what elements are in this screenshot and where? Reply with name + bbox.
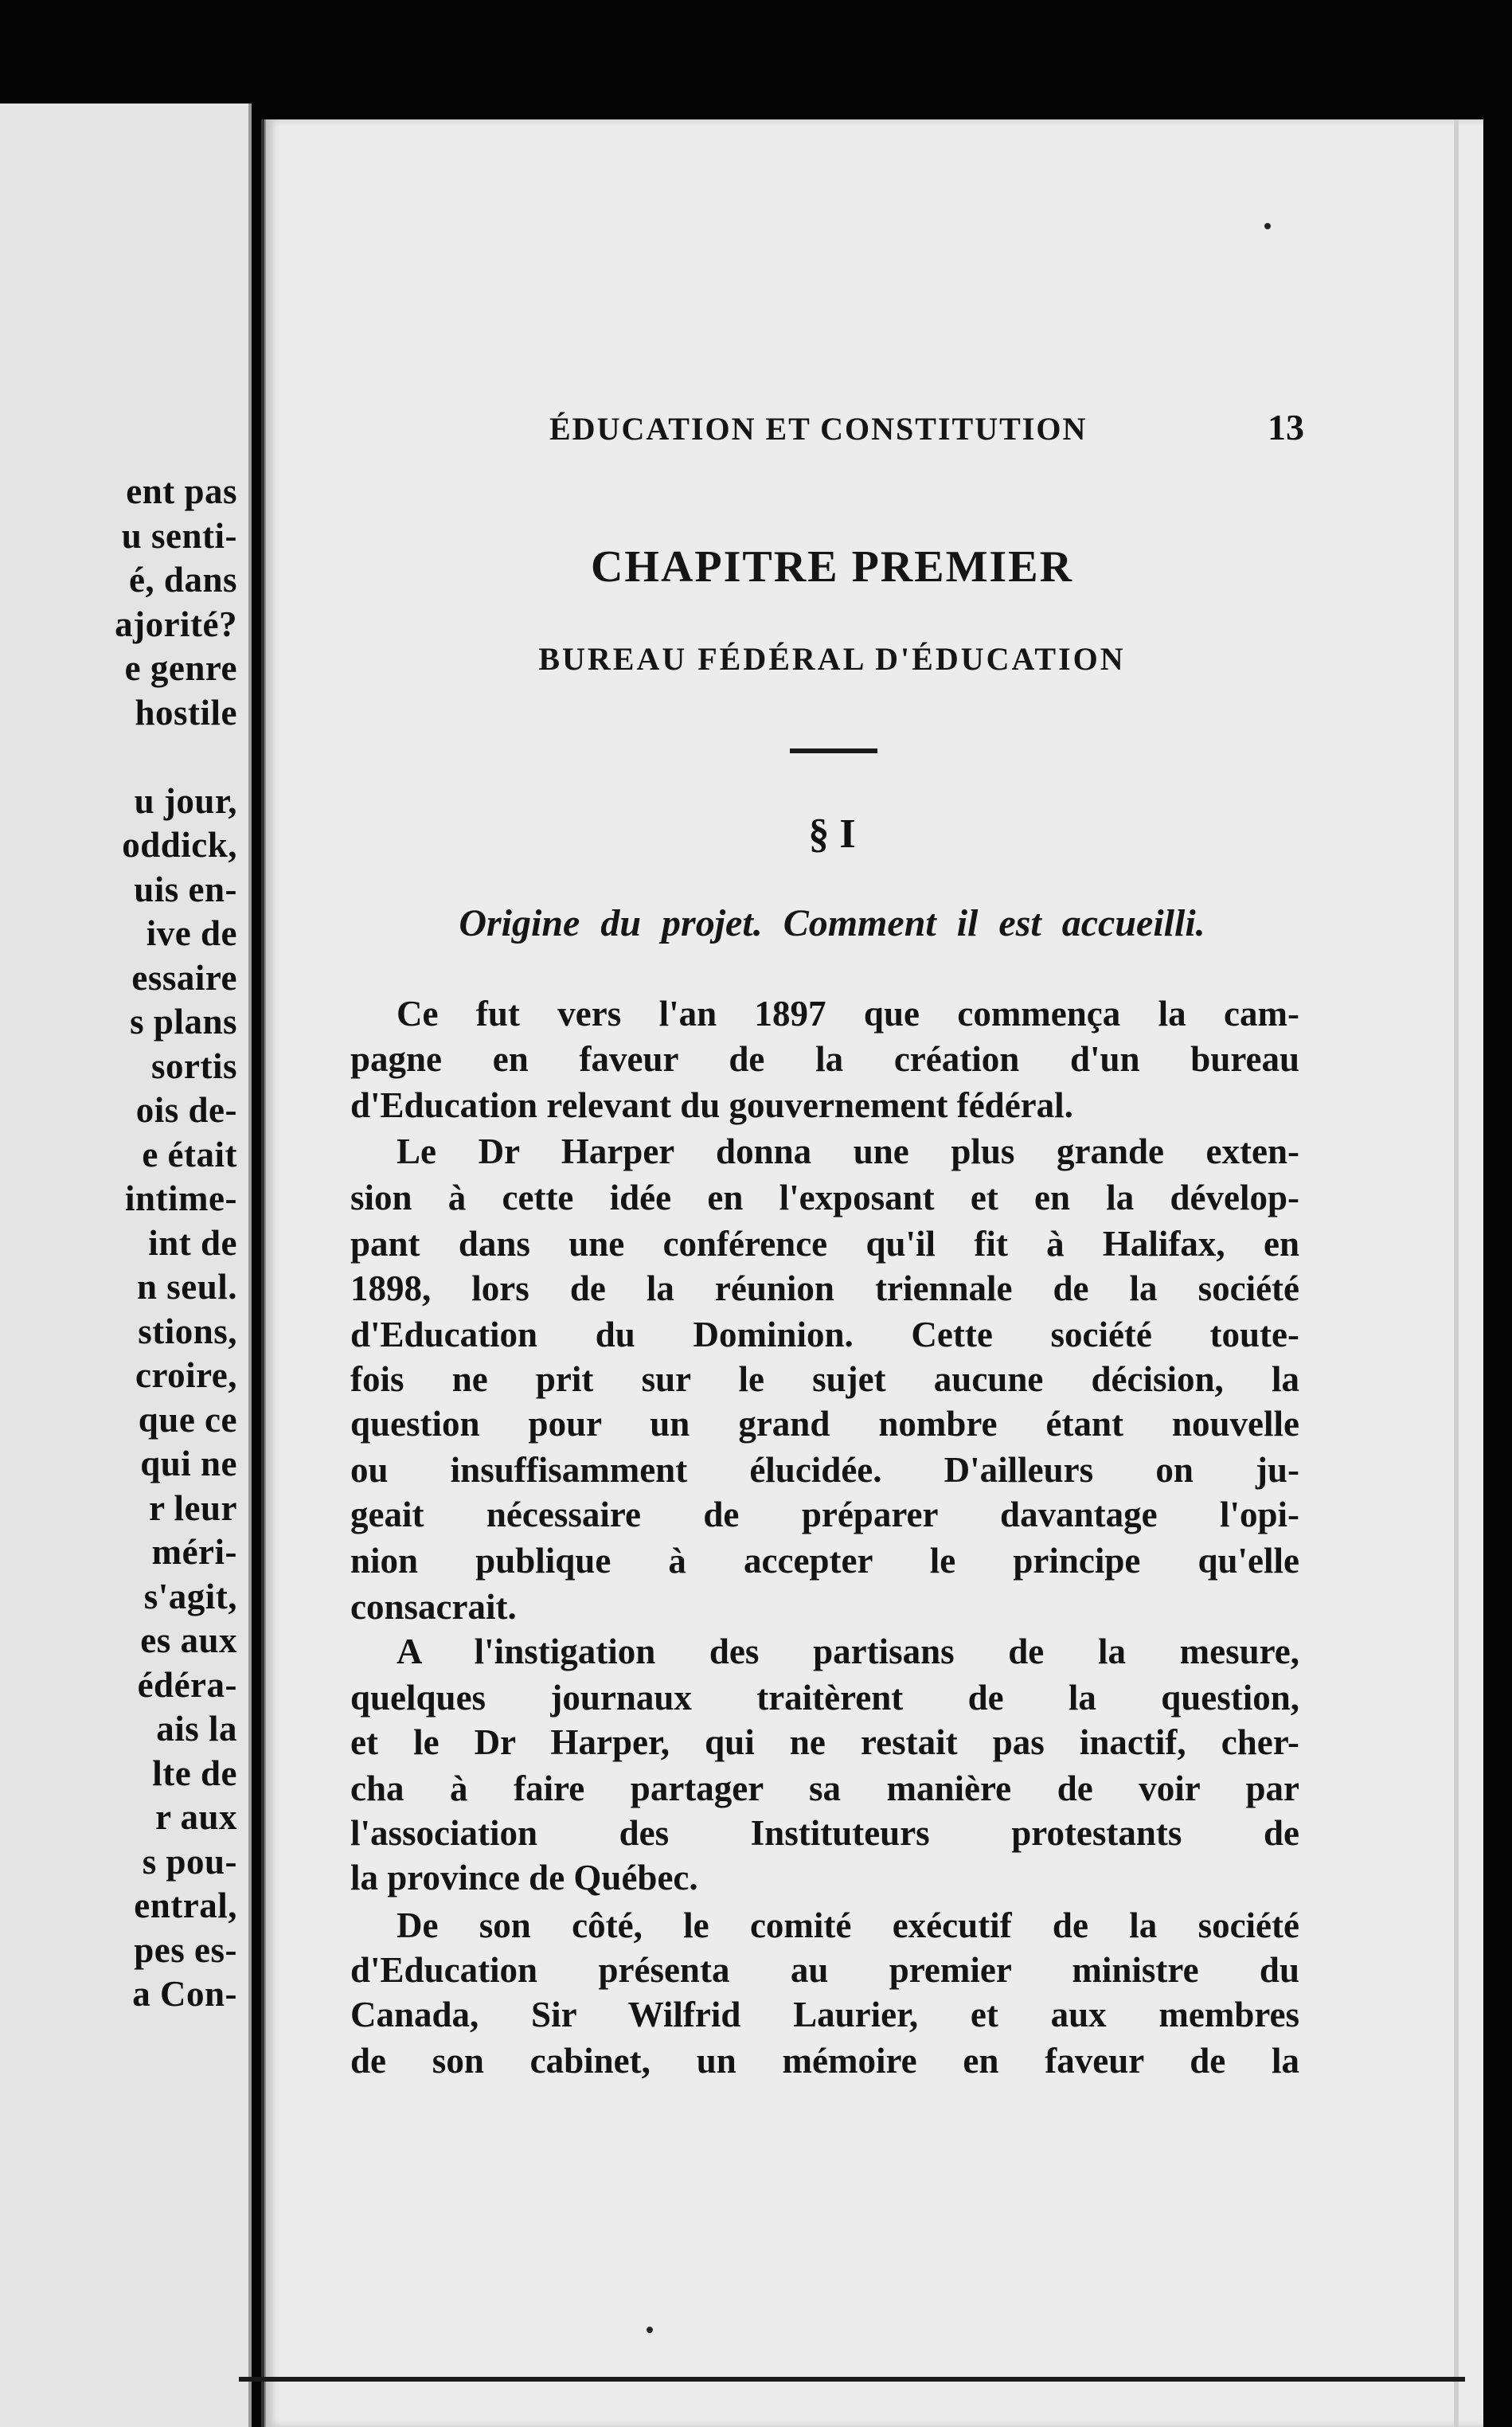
facing-page-line: int de (148, 1222, 237, 1263)
body-text-line: Le Dr Harper donna une plus grande exten- (397, 1131, 1299, 1171)
body-text-line: ou insuffisamment élucidée. D'ailleurs on ju- (350, 1450, 1299, 1490)
facing-page-line: ais la (156, 1709, 237, 1749)
section-subheading: Origine du projet. Comment il est accueilli. (459, 902, 1205, 944)
facing-page-line: ive de (146, 913, 237, 953)
body-text-line: De son côté, le comité exécutif de la société (397, 1905, 1299, 1945)
body-text-line: de son cabinet, un mémoire en faveur de la (350, 2041, 1299, 2081)
body-text-line: et le Dr Harper, qui ne restait pas inactif, cher- (350, 1722, 1299, 1762)
facing-page-line: e était (142, 1134, 237, 1174)
body-text-line: l'association des Instituteurs protestants de (350, 1813, 1299, 1853)
facing-page-line: hostile (135, 692, 237, 733)
body-text-line: nion publique à accepter le principe qu'elle (350, 1541, 1299, 1581)
facing-page-line: croire, (135, 1355, 237, 1395)
facing-page-line: essaire (131, 957, 237, 998)
facing-page-line: pes es- (134, 1929, 237, 1970)
body-text-line: la province de Québec. (350, 1858, 698, 1897)
facing-page-line: es aux (140, 1620, 237, 1660)
facing-page-line: r leur (149, 1487, 237, 1528)
section-title: BUREAU FÉDÉRAL D'ÉDUCATION (538, 641, 1126, 677)
facing-page-left (0, 104, 252, 2427)
facing-page-line: entral, (134, 1886, 237, 1925)
chapter-title: CHAPITRE PREMIER (590, 542, 1074, 592)
page-right-edge (1454, 119, 1459, 2427)
scan-speck (1264, 223, 1271, 229)
facing-page-line: é, dans (128, 560, 237, 600)
body-text-line: fois ne prit sur le sujet aucune décision, la (350, 1359, 1299, 1399)
page-bottom-edge (239, 2377, 1465, 2382)
scan-speck (647, 2327, 653, 2333)
body-text-line: A l'instigation des partisans de la mesure, (397, 1632, 1299, 1671)
facing-page-line: lte de (152, 1753, 237, 1793)
page-gutter-line (261, 119, 264, 2427)
body-text-line: Canada, Sir Wilfrid Laurier, et aux membres (350, 1995, 1299, 2034)
body-text-line: sion à cette idée en l'exposant et en la dévelop- (350, 1178, 1299, 1217)
facing-page-line: ajorité? (115, 604, 237, 644)
facing-page-line: uis en- (134, 869, 237, 909)
body-text-line: cha à faire partager sa manière de voir par (350, 1768, 1299, 1808)
facing-page-line: e genre (124, 648, 237, 688)
body-text-line: d'Education présenta au premier ministre du (350, 1950, 1299, 1990)
running-head: ÉDUCATION ET CONSTITUTION (549, 411, 1088, 447)
facing-page-line: u jour, (134, 780, 237, 821)
facing-page-line: ois de- (135, 1090, 237, 1130)
facing-page-line: n seul. (136, 1267, 237, 1307)
section-number: § I (808, 811, 856, 857)
facing-page-line: intime- (125, 1178, 237, 1218)
body-text-line: consacrait. (350, 1587, 517, 1627)
facing-page-line: r aux (155, 1797, 237, 1837)
body-text-line: d'Education du Dominion. Cette société toute- (350, 1315, 1299, 1354)
body-text-line: Ce fut vers l'an 1897 que commença la cam- (397, 994, 1299, 1034)
body-text-line: question pour un grand nombre étant nouvelle (350, 1404, 1299, 1444)
body-text-line: pagne en faveur de la création d'un bureau (350, 1039, 1299, 1079)
facing-page-line: a Con- (132, 1974, 237, 2014)
facing-page-line: édéra- (137, 1664, 237, 1705)
body-text-line: 1898, lors de la réunion triennale de la société (350, 1268, 1299, 1308)
body-text-line: pant dans une conférence qu'il fit à Halifax, en (350, 1224, 1299, 1264)
facing-page-line: oddick, (122, 825, 237, 865)
facing-page-line: u senti- (121, 515, 237, 556)
facing-page-line: méri- (151, 1532, 237, 1572)
facing-page-line: sortis (151, 1045, 237, 1086)
facing-page-line: que ce (138, 1399, 237, 1440)
body-text-line: d'Education relevant du gouvernement fédéral. (350, 1085, 1073, 1125)
page-number: 13 (1268, 407, 1304, 447)
facing-page-line: qui ne (140, 1444, 237, 1483)
facing-page-line: stions, (138, 1311, 237, 1351)
title-rule (790, 748, 877, 753)
facing-page-line: ent pas (126, 471, 237, 511)
facing-page-line: s pou- (142, 1841, 237, 1882)
body-text-line: quelques journaux traitèrent de la question, (350, 1678, 1299, 1718)
body-text-line: geait nécessaire de préparer davantage l'opi- (350, 1495, 1299, 1534)
facing-page-line: s'agit, (143, 1576, 237, 1616)
facing-page-line: s plans (130, 1002, 237, 1042)
